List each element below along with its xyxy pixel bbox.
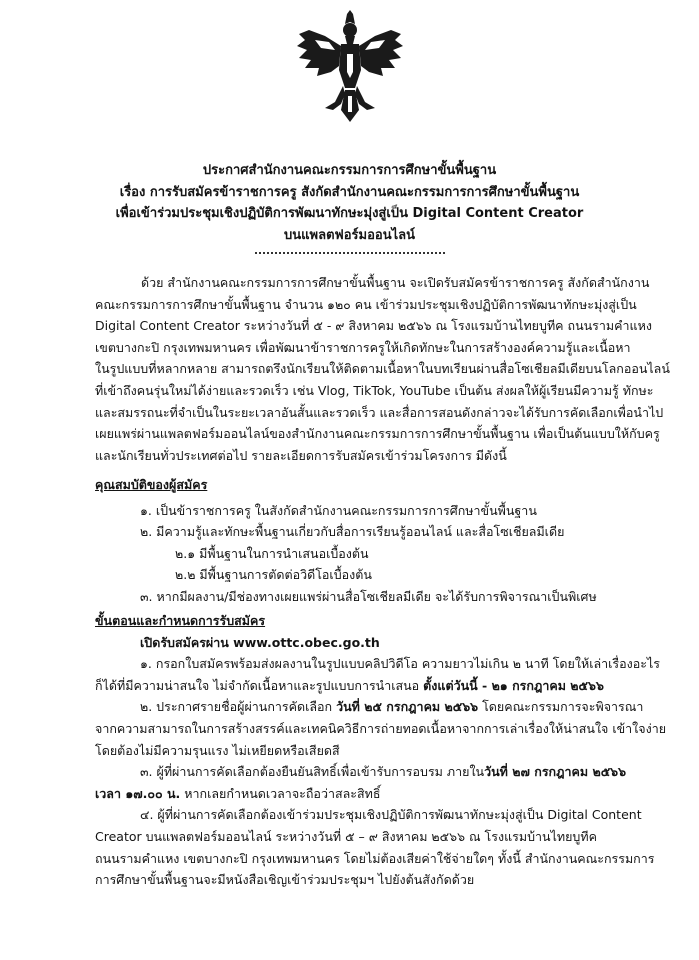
intro-line: และนักเรียนทั่วประเทศต่อไป รายละเอียดการรับสมัครเข้าร่วมโครงการ มีดังนี้ — [95, 447, 507, 463]
intro-paragraph — [95, 272, 670, 466]
step-4-line: Creator บนแพลตฟอร์มออนไลน์ ระหว่างวันที่ ๕ – ๙ สิงหาคม ๒๕๖๖ ณ โรงแรมบ้านไทยบูทีค — [95, 828, 597, 844]
step-2-line: จากความสามารถในการสร้างสรรค์และเทคนิควิธีการถ่ายทอดเนื้อหาจากการเล่าเรื่องให้น่าสนใจ เข้าใจง่าย — [95, 720, 667, 736]
step-2-date: วันที่ ๒๕ กรกฎาคม ๒๕๖๖ — [336, 699, 479, 715]
intro-line: Digital Content Creator ระหว่างวันที่ ๕ - ๙ สิงหาคม ๒๕๖๖ ณ โรงแรมบ้านไทยบูทีค ถนนรามคำแหง — [95, 318, 652, 334]
header-line-2: เรื่อง การรับสมัครข้าราชการครู สังกัดสำนักงานคณะกรรมการการศึกษาขั้นพื้นฐาน — [119, 184, 580, 200]
step-2-text-cont: โดยคณะกรรมการจะพิจารณา — [478, 699, 644, 715]
intro-line: ด้วย สำนักงานคณะกรรมการการศึกษาขั้นพื้นฐาน จะเปิดรับสมัครข้าราชการครู สังกัดสำนักงาน — [141, 275, 650, 290]
step-1-text: ก็ได้ที่มีความน่าสนใจ ไม่จำกัดเนื้อหาและรูปแบบการนำเสนอ — [95, 677, 424, 693]
step-1-line: ๑. กรอกใบสมัครพร้อมส่งผลงานในรูปแบบคลิปวิดีโอ ความยาวไม่เกิน ๒ นาที โดยให้เล่าเรื่องอะไร — [140, 656, 660, 672]
intro-line: ที่เข้าถึงคนรุ่นใหม่ได้ง่ายและรวดเร็ว เช่น Vlog, TikTok, YouTube เป็นต้น ส่งผลให้ผู้เรียนมีความรู้ ทักษะ — [95, 382, 654, 398]
intro-line: และสมรรถนะที่จำเป็นในระยะเวลาอันสั้นและรวดเร็ว และสื่อการสอนดังกล่าวจะได้รับการคัดเลือกเพื่อนำไป — [95, 404, 664, 420]
step-4-line: การศึกษาขั้นพื้นฐานจะมีหนังสือเชิญเข้าร่วมประชุมฯ ไปยังต้นสังกัดด้วย — [95, 872, 475, 888]
qualification-item-1: ๑. เป็นข้าราชการครู ในสังกัดสำนักงานคณะกรรมการการศึกษาขั้นพื้นฐาน — [140, 502, 537, 518]
header-line-1: ประกาศสำนักงานคณะกรรมการการศึกษาขั้นพื้นฐาน — [202, 163, 497, 178]
qualification-item-2-1: ๒.๑ มีพื้นฐานในการนำเสนอเบื้องต้น — [175, 545, 369, 561]
garuda-emblem-icon — [295, 10, 405, 125]
announcement-header — [0, 160, 699, 246]
header-line-4: บนแพลตฟอร์มออนไลน์ — [284, 227, 415, 243]
qualifications-title: คุณสมบัติของผู้สมัคร — [95, 477, 208, 492]
qualification-item-2-2: ๒.๒ มีพื้นฐานการตัดต่อวิดีโอเบื้องต้น — [175, 567, 372, 583]
application-steps-section — [95, 610, 666, 891]
intro-line: เขตบางกะปิ กรุงเทพมหานคร เพื่อพัฒนาข้าราชการครูให้เกิดทักษะในการสร้างองค์ความรู้และเนื้อหา — [95, 339, 631, 355]
intro-line: เผยแพร่ผ่านแพลตฟอร์มออนไลน์ของสำนักงานคณะกรรมการการศึกษาขั้นพื้นฐาน เพื่อเป็นต้นแบบให้กับครู — [95, 426, 660, 442]
step-3-time: เวลา ๑๗.๐๐ น. — [95, 785, 181, 801]
step-2-text: ๒. ประกาศรายชื่อผู้ผ่านการคัดเลือก — [140, 699, 337, 715]
step-1-deadline: ตั้งแต่วันนี้ - ๒๑ กรกฎาคม ๒๕๖๖ — [423, 677, 604, 693]
step-2-line: โดยต้องไม่มีความรุนแรง ไม่เหยียดหรือเสียดสี — [95, 742, 340, 758]
step-2-line — [95, 696, 666, 718]
intro-line: คณะกรรมการการศึกษาขั้นพื้นฐาน จำนวน ๑๒๐ คน เข้าร่วมประชุมเชิงปฏิบัติการพัฒนาทักษะมุ่งสู่เป็น — [95, 296, 637, 312]
step-3-text-cont: หากเลยกำหนดเวลาจะถือว่าสละสิทธิ์ — [180, 785, 381, 801]
qualification-item-2: ๒. มีความรู้และทักษะพื้นฐานเกี่ยวกับสื่อการเรียนรู้ออนไลน์ และสื่อโซเชียลมีเดีย — [140, 524, 565, 540]
registration-website: เปิดรับสมัครผ่าน www.ottc.obec.go.th — [140, 634, 380, 650]
qualification-item-3: ๓. หากมีผลงาน/มีช่องทางเผยแพร่ผ่านสื่อโซเชียลมีเดีย จะได้รับการพิจารณาเป็นพิเศษ — [140, 588, 597, 604]
step-3-date: วันที่ ๒๗ กรกฎาคม ๒๕๖๖ — [484, 764, 627, 780]
step-3-line — [95, 783, 666, 805]
header-line-3: เพื่อเข้าร่วมประชุมเชิงปฏิบัติการพัฒนาทักษะมุ่งสู่เป็น Digital Content Creator — [115, 206, 584, 221]
step-3-line — [95, 761, 666, 783]
step-4-line: ๔. ผู้ที่ผ่านการคัดเลือกต้องเข้าร่วมประชุมเชิงปฏิบัติการพัฒนาทักษะมุ่งสู่เป็น Digital Content — [140, 807, 642, 823]
step-1-line — [95, 675, 666, 697]
intro-line: ในรูปแบบที่หลากหลาย สามารถตรึงนักเรียนให้ติดตามเนื้อหาในบทเรียนผ่านสื่อโซเชียลมีเดียบนโลกออนไลน์ — [95, 361, 670, 377]
step-3-text: ๓. ผู้ที่ผ่านการคัดเลือกต้องยืนยันสิทธิ์เพื่อเข้ารับการอบรม ภายใน — [140, 764, 485, 780]
step-4-line: ถนนรามคำแหง เขตบางกะปิ กรุงเทพมหานคร โดยไม่ต้องเสียค่าใช้จ่ายใดๆ ทั้งนี้ สำนักงานคณะกรรมการ — [95, 850, 655, 866]
steps-title: ขั้นตอนและกำหนดการรับสมัคร — [95, 613, 266, 628]
qualifications-section — [95, 474, 597, 608]
header-divider — [255, 252, 445, 254]
